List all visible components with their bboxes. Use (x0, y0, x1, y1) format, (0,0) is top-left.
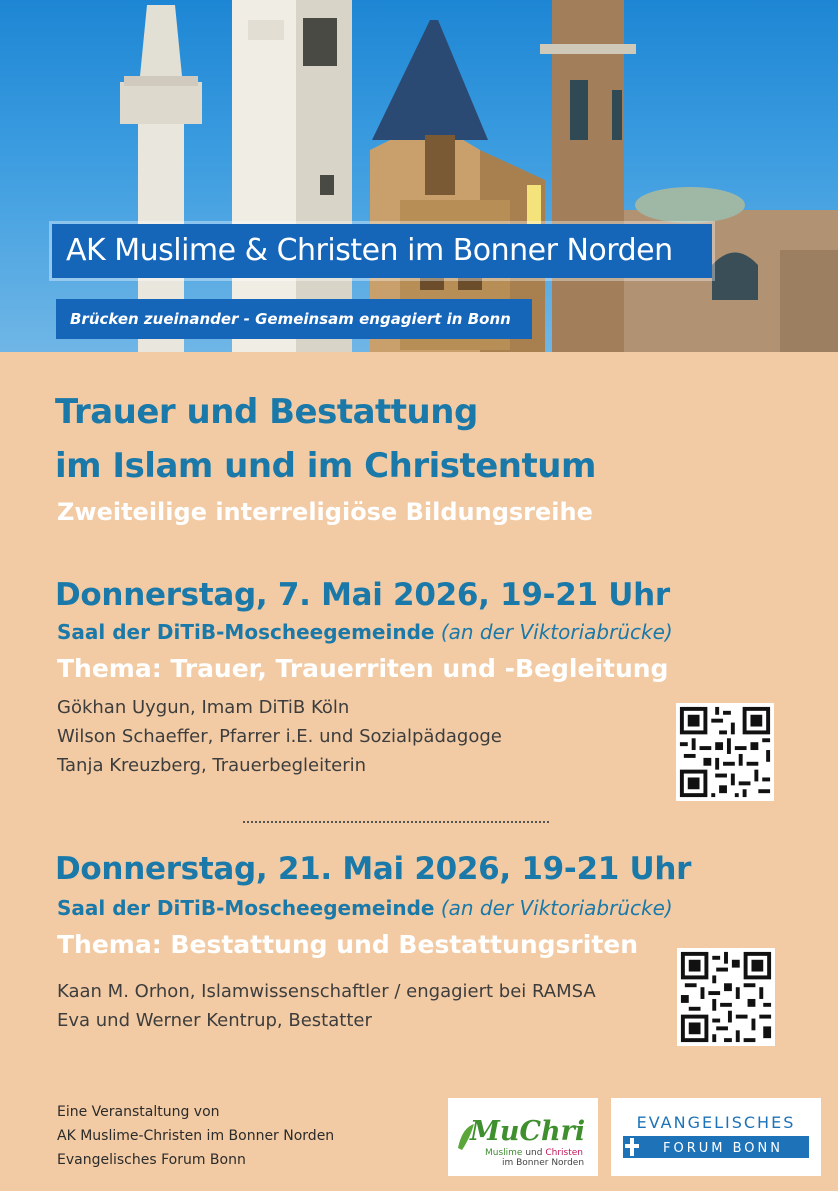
event-2-venue (57, 896, 673, 920)
event-2-theme: Thema: Bestattung und Bestattungsriten (57, 930, 639, 959)
event-2-speaker-1: Kaan M. Orhon, Islamwissenschaftler / engagiert bei RAMSA (57, 981, 596, 1002)
footer-line-1: Eine Veranstaltung von (57, 1104, 220, 1120)
evang-top-text: EVANGELISCHES (636, 1113, 796, 1132)
muchri-logo-graphic (448, 1098, 598, 1176)
evangelisches-forum-logo-graphic (611, 1098, 821, 1176)
event-1-venue-name: Saal der DiTiB-Moscheegemeinde (57, 620, 435, 644)
event-2-venue-note: (an der Viktoriabrücke) (440, 896, 673, 920)
evangelisches-forum-logo (611, 1098, 821, 1176)
event-2-qr-code[interactable] (677, 948, 775, 1046)
main-heading-line2: im Islam und im Christentum (55, 446, 596, 486)
event-1-venue-note: (an der Viktoriabrücke) (440, 620, 673, 644)
muchri-line-1: Muslime und Christen (485, 1148, 583, 1158)
event-2-venue-name: Saal der DiTiB-Moscheegemeinde (57, 896, 435, 920)
muchri-line-2: im Bonner Norden (502, 1158, 585, 1168)
event-2-date: Donnerstag, 21. Mai 2026, 19-21 Uhr (55, 851, 692, 887)
section-divider (243, 821, 549, 823)
footer-line-2: AK Muslime-Christen im Bonner Norden (57, 1128, 335, 1144)
event-1-speaker-2: Wilson Schaeffer, Pfarrer i.E. und Sozialpädagoge (57, 726, 502, 747)
event-1-speaker-1: Gökhan Uygun, Imam DiTiB Köln (57, 697, 350, 718)
muchri-logo (448, 1098, 598, 1176)
banner-subtitle: Brücken zueinander - Gemeinsam engagiert in Bonn (56, 299, 532, 339)
event-2-speaker-2: Eva und Werner Kentrup, Bestatter (57, 1010, 372, 1031)
banner-title: AK Muslime & Christen im Bonner Norden (52, 224, 712, 278)
muchri-wordmark: MuChri (470, 1116, 586, 1147)
footer-line-3: Evangelisches Forum Bonn (57, 1152, 246, 1168)
event-1-speaker-3: Tanja Kreuzberg, Trauerbegleiterin (57, 755, 367, 776)
evang-bottom-text: FORUM BONN (663, 1141, 783, 1156)
event-1-qr-code[interactable] (676, 703, 774, 801)
header-photo (0, 0, 838, 352)
event-1-theme: Thema: Trauer, Trauerriten und -Begleitung (57, 654, 669, 683)
main-heading-line1: Trauer und Bestattung (55, 392, 478, 432)
series-subtitle: Zweiteilige interreligiöse Bildungsreihe (57, 498, 593, 526)
event-1-venue (57, 620, 673, 644)
event-1-date: Donnerstag, 7. Mai 2026, 19-21 Uhr (55, 577, 670, 613)
cross-icon (623, 1136, 641, 1158)
